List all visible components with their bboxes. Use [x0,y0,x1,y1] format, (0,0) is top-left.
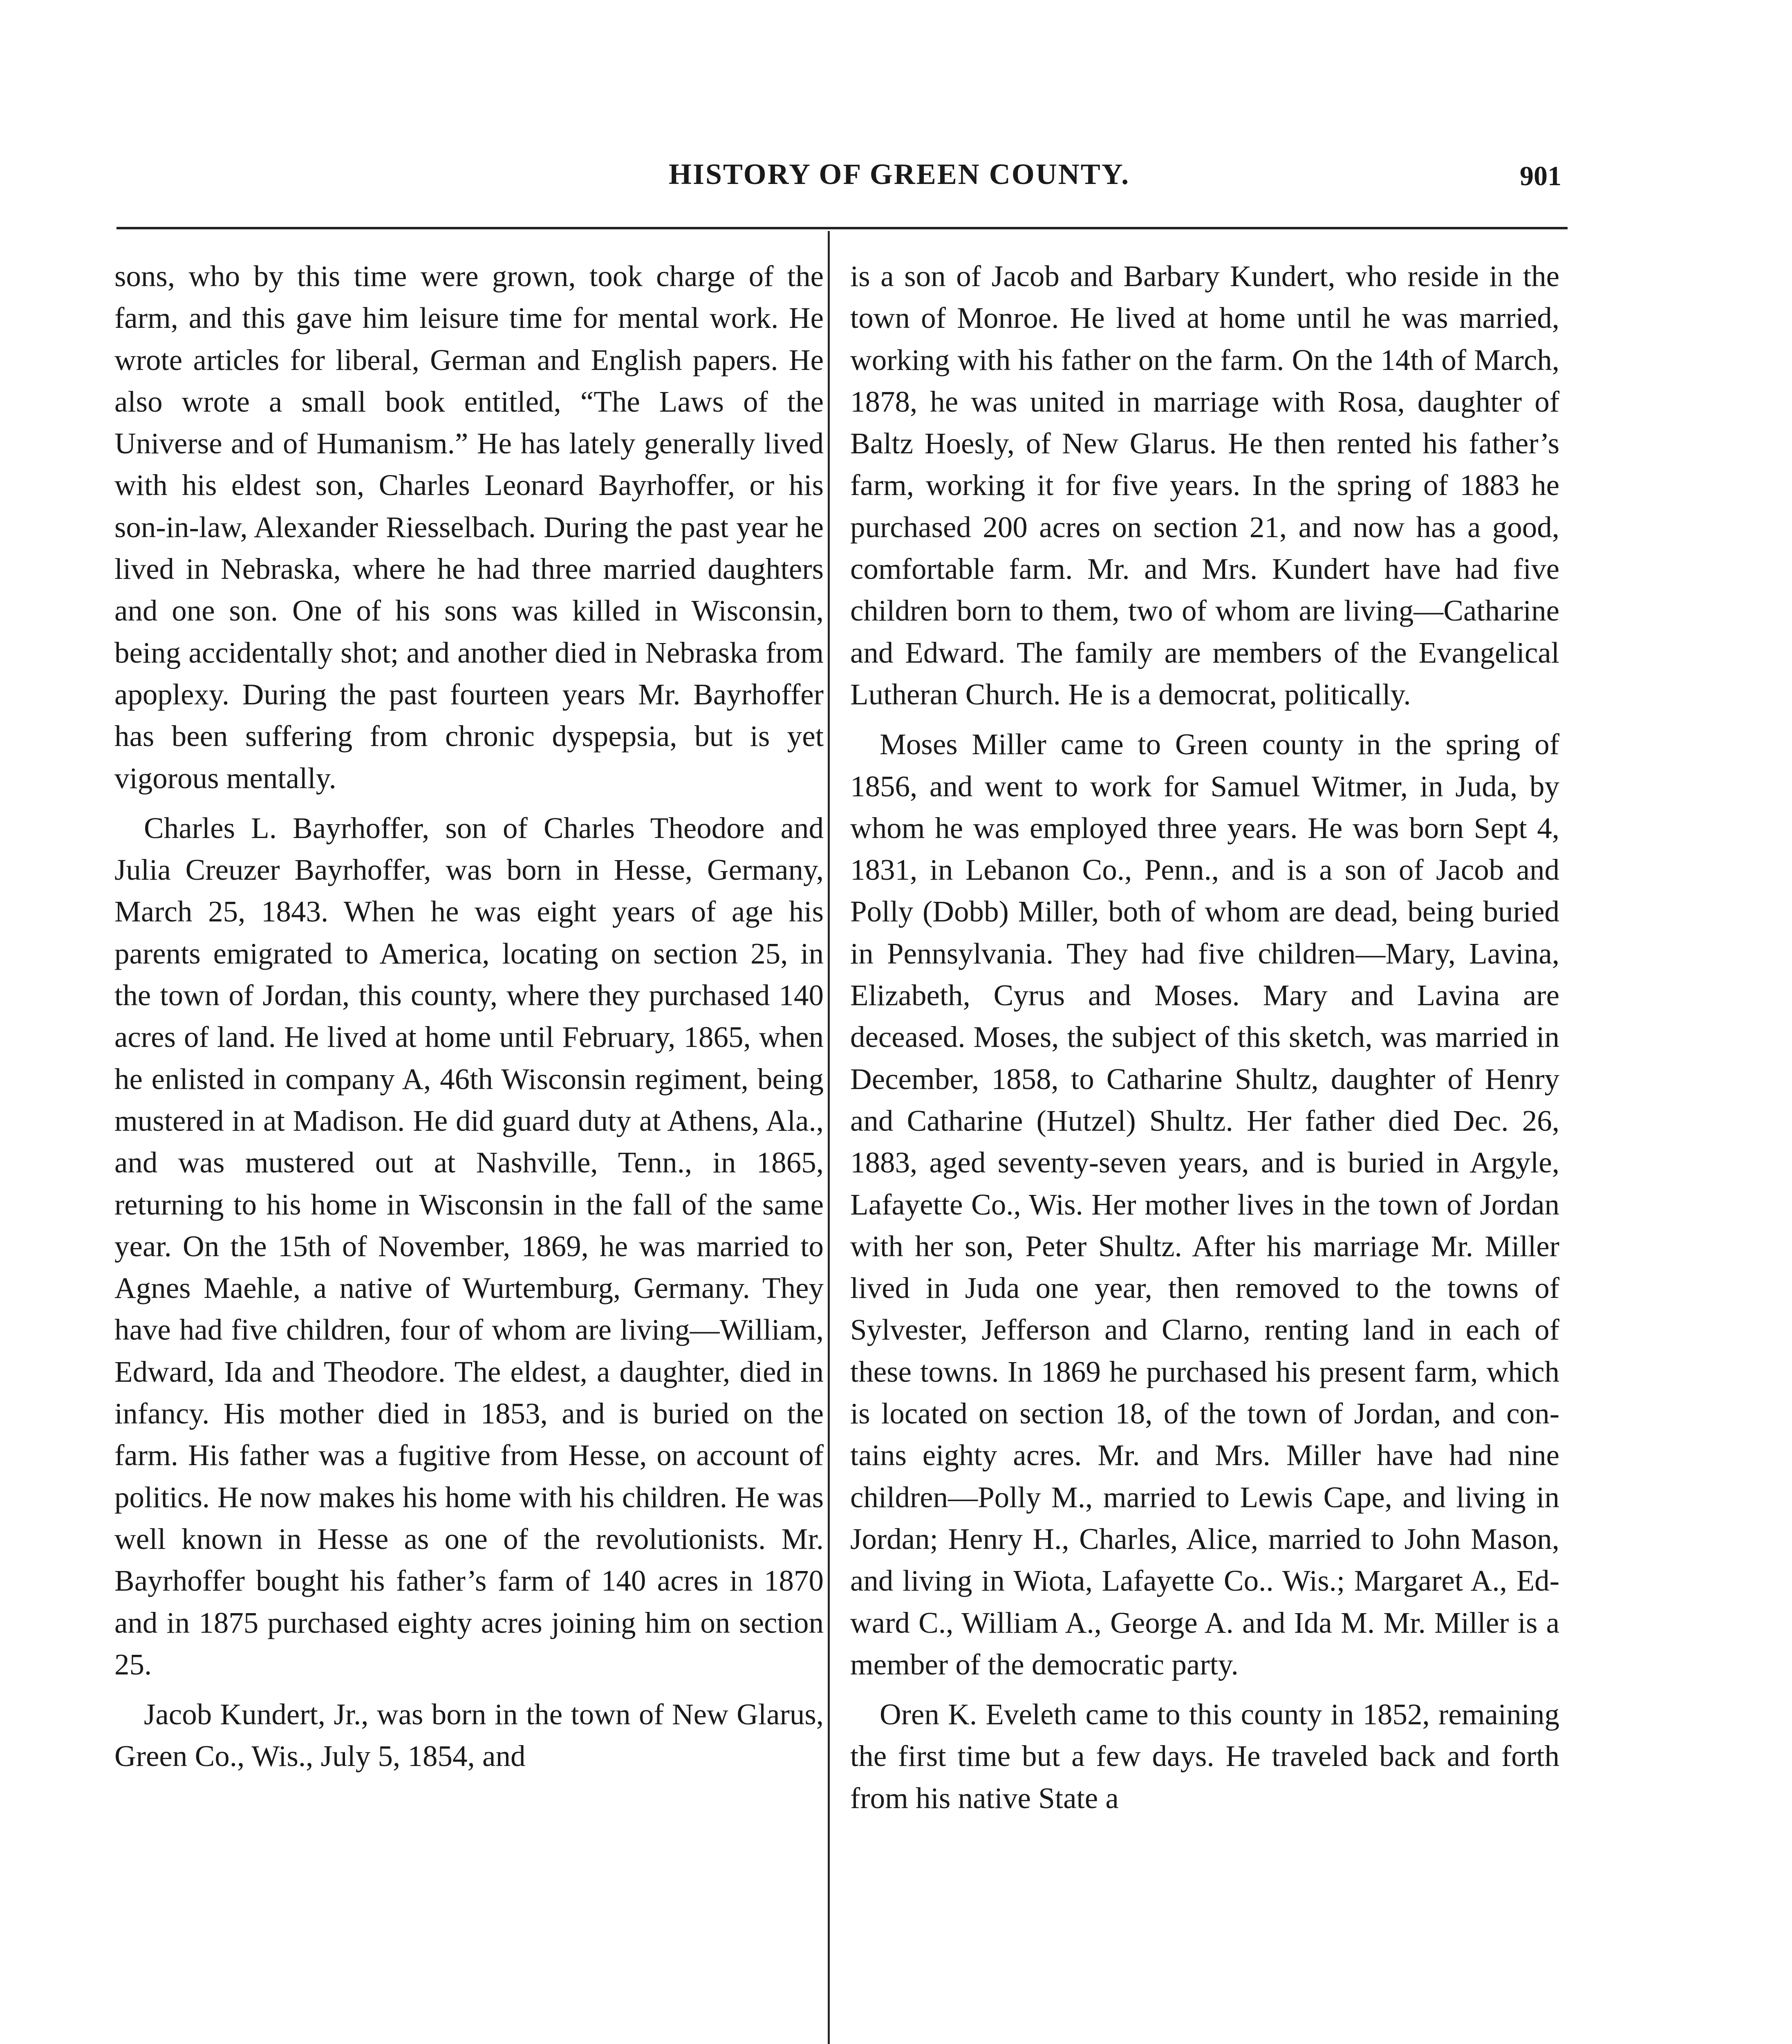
left-column [114,256,824,1786]
paragraph-jacob-kundert-start: Jacob Kundert, Jr., was born in the town of New Glarus, Green Co., Wis., July 5, 1854, and [114,1698,824,1773]
page-number: 901 [1520,160,1561,191]
column-divider [828,231,830,2044]
paragraph-jacob-kundert-continued: is a son of Jacob and Barbary Kundert, who reside in the town of Monroe. He lived at home until he was married, working with his father on the farm. On the 14th of March, 1878, he was united in marriage with Rosa, daughter of Baltz Hoesly, of New Glarus. He then rented his father’s farm, working it for five years. In the spring of 1883 he purchased 200 acres on section 21, and now has a good, comfortable farm. Mr. and Mrs. Kundert have had five children born to them, two of whom are living—Catharine and Edward. The family are members of the Evangelical Lutheran Church. He is a democrat, politically. [850,260,1559,711]
paragraph-charles-l-bayrhoffer: Charles L. Bayrhoffer, son of Charles Theodore and Julia Creuzer Bayrhoffer, was born in Hesse, Germany, March 25, 1843. When he was eight years of age his parents emigrated to America, locating on section 25, in the town of Jordan, this county, where they purchased 140 acres of land. He lived at home until February, 1865, when he enlisted in company A, 46th Wisconsin regiment, being mustered in at Madison. He did guard duty at Athens, Ala., and was mustered out at Nashville, Tenn., in 1865, returning to his home in Wisconsin in the fall of the same year. On the 15th of November, 1869, he was married to Agnes Maehle, a native of Wurtemburg, Germany. They have had five children, four of whom are living—William, Edward, Ida and Theodore. The eldest, a daughter, died in infancy. His mother died in 1853, and is buried on the farm. His father was a fugitive from Hesse, on account of politics. He now makes his home with his children. He was well known in Hesse as one of the revolutionists. Mr. Bayrhoffer bought his father’s farm of 140 acres in 1870 and in 1875 purchased eighty acres joining him on section 25. [114,811,824,1681]
header-rule [116,227,1568,229]
right-column [850,256,1559,1827]
paragraph-oren-eveleth-start: Oren K. Eveleth came to this county in 1852, remaining the first time but a few days. He traveled back and forth from his native State a [850,1698,1559,1815]
paragraph-moses-miller: Moses Miller came to Green county in the spring of 1856, and went to work for Samuel Witmer, in Juda, by whom he was employed three years. He was born Sept 4, 1831, in Lebanon Co., Penn., and is a son of Jacob and Polly (Dobb) Miller, both of whom are dead, being buried in Pennsylvania. They had five children—Mary, Lavina, Elizabeth, Cyrus and Moses. Mary and Lavina are deceased. Moses, the subject of this sketch, was married in December, 1858, to Catharine Shultz, daughter of Henry and Catharine (Hutzel) Shultz. Her father died Dec. 26, 1883, aged seventy-seven years, and is buried in Argyle, Lafayette Co., Wis. Her mother lives in the town of Jordan with her son, Peter Shultz. After his marriage Mr. Miller lived in Juda one year, then removed to the towns of Sylvester, Jefferson and Clarno, renting land in each of these towns. In 1869 he purchased his present farm, which is located on section 18, of the town of Jordan, and contains eighty acres. Mr. and Mrs. Miller have had nine children—Polly M., married to Lewis Cape, and living in Jordan; Henry H., Charles, Alice, married to John Mason, and living in Wiota, Lafayette Co.. Wis.; Margaret A., Edward C., William A., George A. and Ida M. Mr. Miller is a member of the democratic party. [850,728,1559,1681]
paragraph-bayrhoffer-continued: sons, who by this time were grown, took charge of the farm, and this gave him leisure time for mental work. He wrote articles for liberal, German and English papers. He also wrote a small book entitled, “The Laws of the Universe and of Humanism.” He has lately generally lived with his eldest son, Charles Leonard Bayrhoffer, or his son-in-law, Alexander Riesselbach. During the past year he lived in Nebraska, where he had three married daughters and one son. One of his sons was killed in Wisconsin, being accidentally shot; and another died in Nebraska from apoplexy. During the past fourteen years Mr. Bayrhoffer has been suffering from chronic dyspepsia, but is yet vigorous mentally. [114,260,824,795]
running-title: HISTORY OF GREEN COUNTY. [668,158,1130,191]
